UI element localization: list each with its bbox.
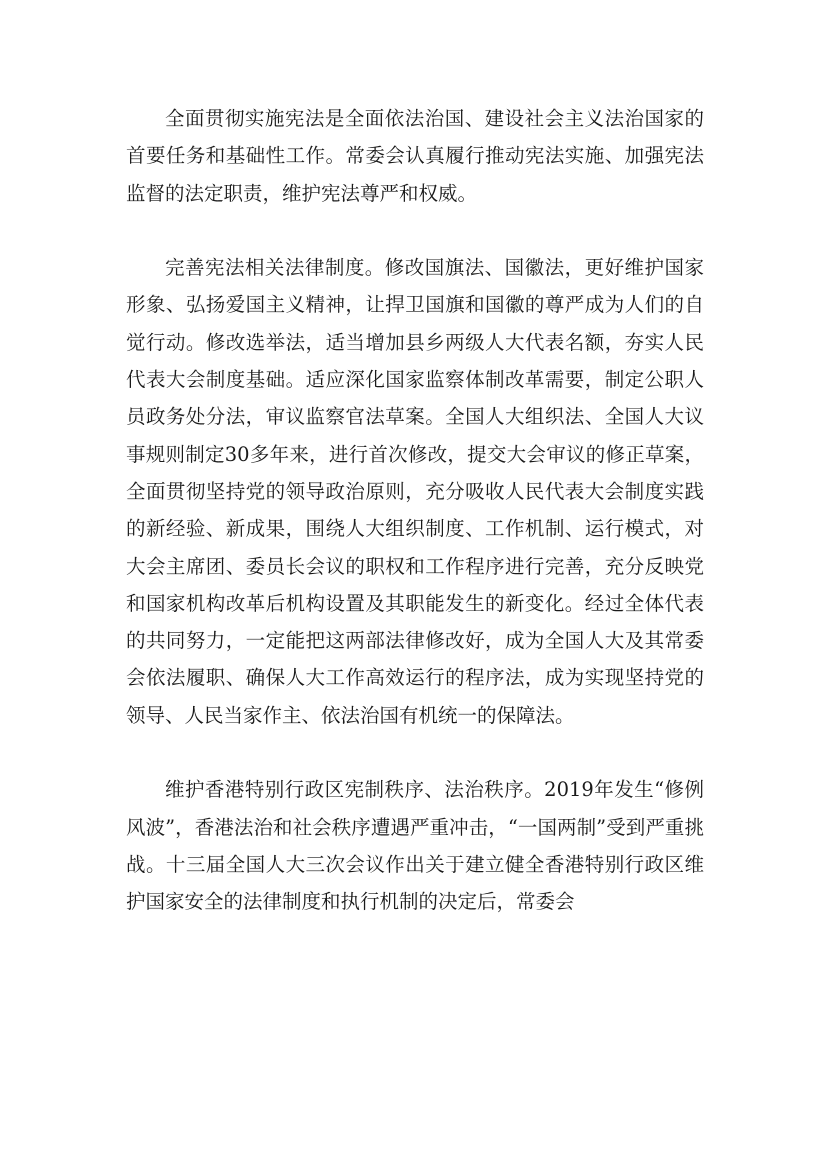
- document-body: [126, 100, 704, 921]
- paragraph-constitution-implementation: 全面贯彻实施宪法是全面依法治国、建设社会主义法治国家的首要任务和基础性工作。常委会认真履行推动宪法实施、加强宪法监督的法定职责，维护宪法尊严和权威。: [126, 107, 704, 205]
- paragraph-hong-kong-order: 维护香港特别行政区宪制秩序、法治秩序。2019年发生“修例风波”，香港法治和社会秩序遭遇严重冲击，“一国两制”受到严重挑战。十三届全国人大三次会议作出关于建立健全香港特别行政区维护国家安全的法律制度和执行机制的决定后，常委会: [126, 778, 704, 914]
- paragraph-spacer: [126, 212, 704, 249]
- paragraph-spacer: [126, 734, 704, 771]
- paragraph-constitutional-laws: 完善宪法相关法律制度。修改国旗法、国徽法，更好维护国家形象、弘扬爱国主义精神，让捍卫国旗和国徽的尊严成为人们的自觉行动。修改选举法，适当增加县乡两级人大代表名额，夯实人民代表大会制度基础。适应深化国家监察体制改革需要，制定公职人员政务处分法，审议监察官法草案。全国人大组织法、全国人大议事规则制定30多年来，进行首次修改，提交大会审议的修正草案，全面贯彻坚持党的领导政治原则，充分吸收人民代表大会制度实践的新经验、新成果，围绕人大组织制度、工作机制、运行模式，对大会主席团、委员长会议的职权和工作程序进行完善，充分反映党和国家机构改革后机构设置及其职能发生的新变化。经过全体代表的共同努力，一定能把这两部法律修改好，成为全国人大及其常委会依法履职、确保人大工作高效运行的程序法，成为实现坚持党的领导、人民当家作主、依法治国有机统一的保障法。: [126, 256, 704, 727]
